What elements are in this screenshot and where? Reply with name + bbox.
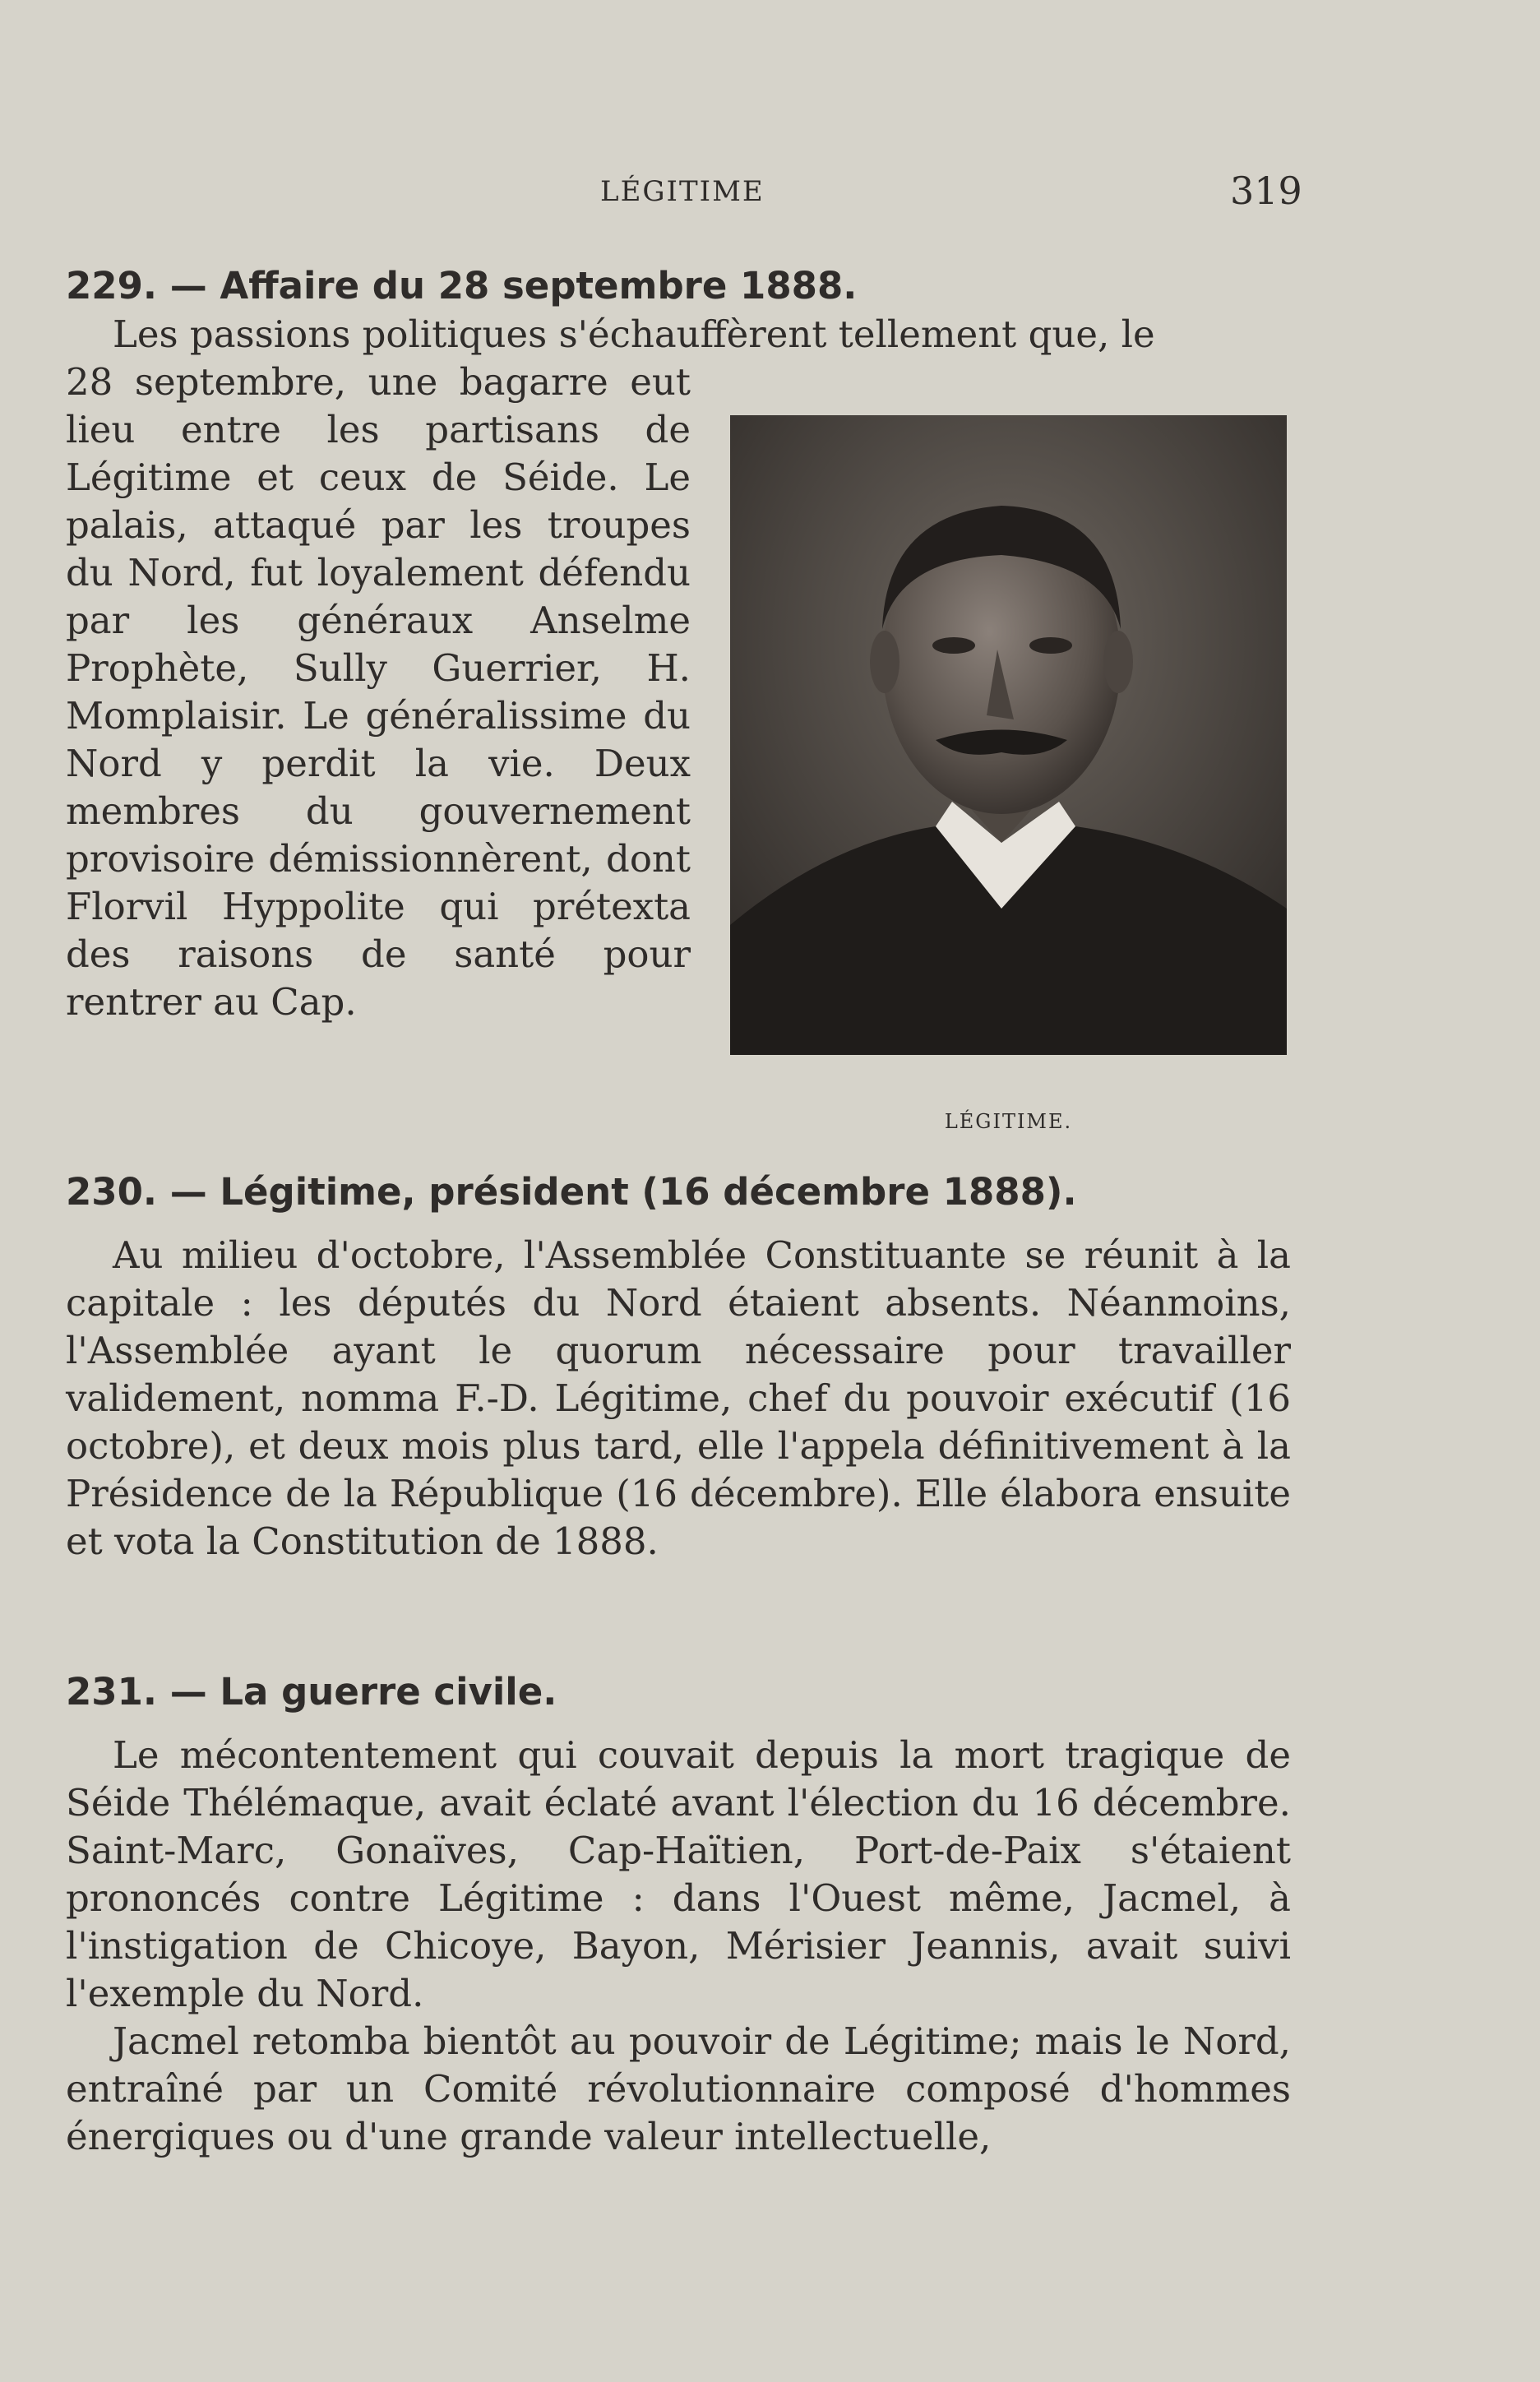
- section-230-paragraph: Au milieu d'octobre, l'Assemblée Constituante se réunit à la capitale : les députés du Nord étaient absents. Néanmoins, l'Assemblée ayant le quorum nécessaire pour travailler validement, nomma F.-D. Légitime, chef du pouvoir exécutif (16 octobre), et deux mois plus tard, elle l'appela définitivement à la Présidence de la République (16 décembre). Elle élabora ensuite et vota la Constitution de 1888.: [66, 1233, 1291, 1563]
- section-231-paragraph-1: Le mécontentement qui couvait depuis la mort tragique de Séide Thélémaque, avait éclaté avant l'élection du 16 décembre. Saint-Marc, Gonaïves, Cap-Haïtien, Port-de-Paix s'étaient prononcés contre Légitime : dans l'Ouest même, Jacmel, à l'instigation de Chicoye, Bayon, Mérisier Jeannis, avait suivi l'exemple du Nord.: [66, 1733, 1291, 2015]
- section-230: [66, 1168, 1291, 1566]
- section-229-wrapped-text: 28 septembre, une bagarre eut lieu entre les partisans de Légitime et ceux de Séide. Le palais, attaqué par les troupes du Nord, fut loyalement défendu par les généraux Anselme Prophète, Sully Guerrier, H. Momplaisir. Le généralissime du Nord y perdit la vie. Deux membres du gouvernement provisoire démissionnèrent, dont Florvil Hyppolite qui prétexta des raisons de santé pour rentrer au Cap.: [66, 360, 691, 1024]
- running-head: [0, 169, 1540, 218]
- section-heading-230: 230. — Légitime, président (16 décembre 1888).: [66, 1170, 1077, 1214]
- running-title: LÉGITIME: [600, 175, 765, 208]
- section-231: [66, 1667, 1291, 2161]
- section-heading-231: 231. — La guerre civile.: [66, 1670, 557, 1714]
- portrait-illustration: [730, 415, 1287, 1055]
- portrait-photo: [730, 415, 1287, 1055]
- figure-caption: LÉGITIME.: [944, 1110, 1073, 1133]
- section-231-paragraph-2: Jacmel retomba bientôt au pouvoir de Légitime; mais le Nord, entraîné par un Comité révolutionnaire composé d'hommes énergiques ou d'une grande valeur intellectuelle,: [66, 2019, 1291, 2158]
- page-number: 319: [1230, 169, 1302, 213]
- section-heading-229: 229. — Affaire du 28 septembre 1888.: [66, 264, 858, 308]
- section-229-first-line: Les passions politiques s'échauffèrent tellement que, le: [113, 312, 1155, 356]
